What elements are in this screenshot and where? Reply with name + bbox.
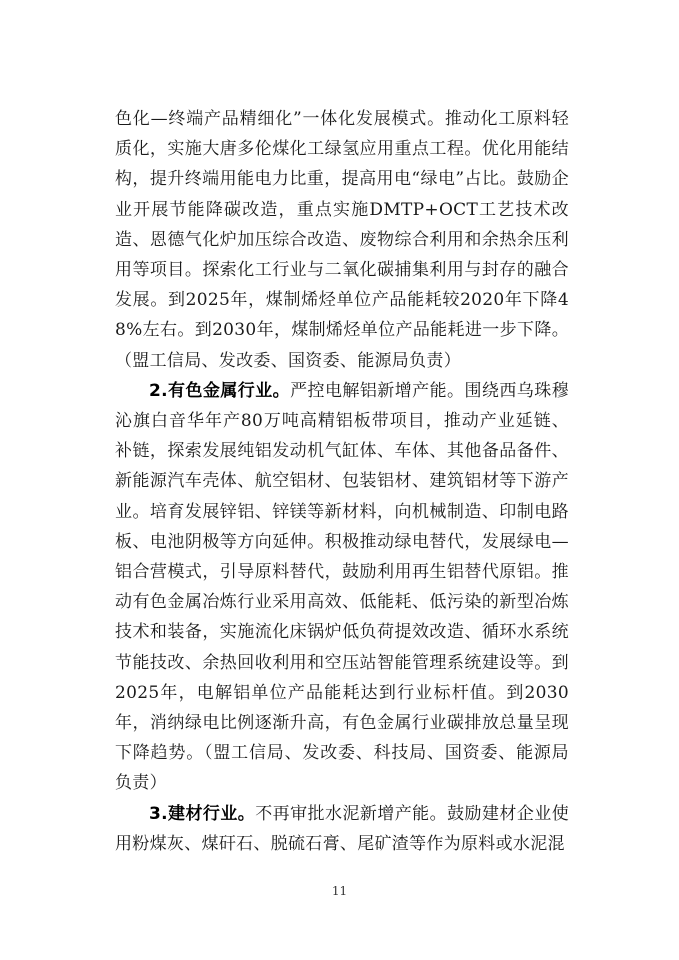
- paragraph-text: 色化—终端产品精细化”一体化发展模式。推动化工原料轻质化，实施大唐多伦煤化工绿氢应用重点工程。优化用能结构，提升终端用能电力比重，提高用电“绿电”占比。鼓励企业开展节能降碳改造，重点实施DMTP+OCT工艺技术改造、恩德气化炉加压综合改造、废物综合利用和余热余压利用等项目。探索化工行业与二氧化碳捕集利用与封存的融合发展。到2025年，煤制烯烃单位产品能耗较2020年下降48%左右。到2030年，煤制烯烃单位产品能耗进一步下降。（盟工信局、发改委、国资委、能源局负责）: [115, 109, 569, 371]
- document-body: [115, 104, 569, 859]
- section-heading-nonferrous: 2.有色金属行业。: [149, 380, 291, 401]
- paragraph-text: 不再审批水泥新增产能。鼓励建材企业使用粉煤灰、煤矸石、脱硫石膏、尾矿渣等作为原料或水泥混: [115, 803, 570, 854]
- paragraph-text: 严控电解铝新增产能。围绕西乌珠穆沁旗白音华年产80万吨高精铝板带项目，推动产业延链、补链，探索发展纯铝发动机气缸体、车体、其他备品备件、新能源汽车壳体、航空铝材、包装铝材、建筑铝材等下游产业。培育发展锌铝、锌镁等新材料，向机械制造、印制电路板、电池阴极等方向延伸。积极推动绿电替代，发展绿电—铝合营模式，引导原料替代，鼓励利用再生铝替代原铝。推动有色金属冶炼行业采用高效、低能耗、低污染的新型冶炼技术和装备，实施流化床锅炉低负荷提效改造、循环水系统节能技改、余热回收利用和空压站智能管理系统建设等。到2025年，电解铝单位产品能耗达到行业标杆值。到2030年，消纳绿电比例逐渐升高，有色金属行业碳排放总量呈现下降趋势。（盟工信局、发改委、科技局、国资委、能源局负责）: [115, 380, 569, 794]
- page-number: 11: [331, 884, 348, 898]
- paragraph-chemical-continued: [115, 104, 569, 376]
- section-heading-building-materials: 3.建材行业。: [149, 803, 256, 824]
- paragraph-building-materials: [115, 799, 569, 859]
- paragraph-nonferrous-metals: [115, 376, 569, 799]
